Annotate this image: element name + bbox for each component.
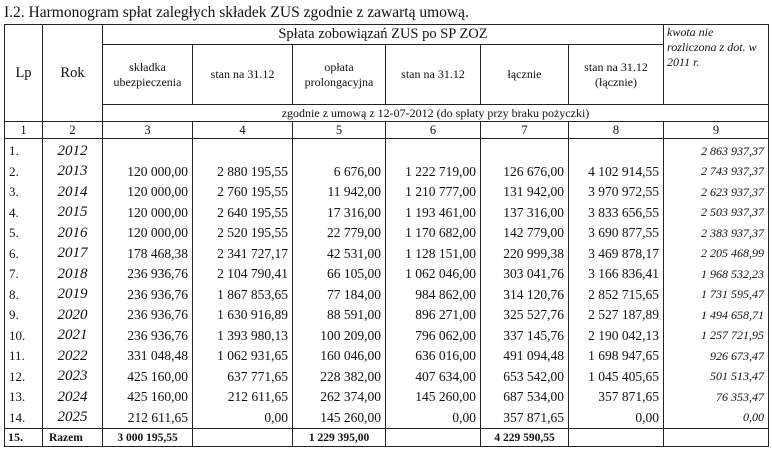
row-c3: 178 468,38 [103, 244, 193, 265]
column-number: 7 [481, 122, 569, 139]
row-c3: 120 000,00 [103, 223, 193, 244]
row-c6: 896 271,00 [386, 305, 481, 326]
column-number: 1 [5, 122, 43, 139]
table-row [5, 367, 769, 388]
total-c7: 4 229 590,55 [481, 429, 569, 447]
row-c8: 3 970 972,55 [569, 182, 664, 203]
row-c6: 796 062,00 [386, 326, 481, 347]
row-c6: 1 210 777,00 [386, 182, 481, 203]
header-col3: składka ubezpieczenia [103, 45, 193, 105]
row-c3: 236 936,76 [103, 285, 193, 306]
row-c5: 6 676,00 [293, 162, 386, 183]
table-row [5, 285, 769, 306]
row-year: 2017 [43, 244, 103, 265]
header-group: Spłata zobowiązań ZUS po SP ZOZ [103, 25, 664, 45]
header-col9: kwota nie rozliczona z dot. w 2011 r. [664, 25, 769, 105]
row-c8: 1 698 947,65 [569, 346, 664, 367]
row-c5: 262 374,00 [293, 387, 386, 408]
row-c8: 0,00 [569, 408, 664, 429]
table-row [5, 346, 769, 367]
row-c5: 42 531,00 [293, 244, 386, 265]
row-c3: 425 160,00 [103, 367, 193, 388]
row-c7: 325 527,76 [481, 305, 569, 326]
row-lp: 1. [5, 139, 43, 162]
row-c7: 131 942,00 [481, 182, 569, 203]
row-lp: 7. [5, 264, 43, 285]
row-year: 2020 [43, 305, 103, 326]
row-c8 [569, 139, 664, 162]
table-row [5, 223, 769, 244]
row-c7: 142 779,00 [481, 223, 569, 244]
row-c4: 1 062 931,65 [193, 346, 293, 367]
header-col7: łącznie [481, 45, 569, 105]
row-year: 2024 [43, 387, 103, 408]
column-number: 8 [569, 122, 664, 139]
row-c9: 2 623 937,37 [664, 182, 769, 203]
row-c5 [293, 139, 386, 162]
row-lp: 4. [5, 203, 43, 224]
row-c4: 1 393 980,13 [193, 326, 293, 347]
row-c3: 212 611,65 [103, 408, 193, 429]
table-row [5, 326, 769, 347]
row-c4: 1 867 853,65 [193, 285, 293, 306]
payment-schedule-table [4, 24, 769, 447]
row-year: 2019 [43, 285, 103, 306]
row-c8: 3 690 877,55 [569, 223, 664, 244]
table-row [5, 203, 769, 224]
header-col5: opłata prolongacyjna [293, 45, 386, 105]
row-c9: 2 863 937,37 [664, 139, 769, 162]
row-c9: 1 494 658,71 [664, 305, 769, 326]
column-number: 3 [103, 122, 193, 139]
table-row [5, 162, 769, 183]
row-c3: 120 000,00 [103, 162, 193, 183]
row-c6: 636 016,00 [386, 346, 481, 367]
row-year: 2015 [43, 203, 103, 224]
row-c4: 2 341 727,17 [193, 244, 293, 265]
row-c6: 1 170 682,00 [386, 223, 481, 244]
row-lp: 6. [5, 244, 43, 265]
column-number: 4 [193, 122, 293, 139]
row-lp: 3. [5, 182, 43, 203]
table-row [5, 244, 769, 265]
header-col8: stan na 31.12 (łącznie) [569, 45, 664, 105]
row-lp: 14. [5, 408, 43, 429]
column-number: 5 [293, 122, 386, 139]
row-c3: 236 936,76 [103, 326, 193, 347]
row-c5: 100 209,00 [293, 326, 386, 347]
table-row [5, 182, 769, 203]
row-year: 2012 [43, 139, 103, 162]
row-c8: 3 469 878,17 [569, 244, 664, 265]
header-lp: Lp [5, 25, 43, 122]
row-c7: 653 542,00 [481, 367, 569, 388]
column-number: 6 [386, 122, 481, 139]
row-c7: 687 534,00 [481, 387, 569, 408]
row-c8: 3 833 656,55 [569, 203, 664, 224]
row-c7: 303 041,76 [481, 264, 569, 285]
row-lp: 10. [5, 326, 43, 347]
column-number: 2 [43, 122, 103, 139]
row-c9: 2 503 937,37 [664, 203, 769, 224]
row-c6: 0,00 [386, 408, 481, 429]
header-rok: Rok [43, 25, 103, 122]
row-c3: 120 000,00 [103, 203, 193, 224]
row-lp: 11. [5, 346, 43, 367]
row-c8: 2 190 042,13 [569, 326, 664, 347]
total-lp: 15. [5, 429, 43, 447]
total-c3: 3 000 195,55 [103, 429, 193, 447]
row-year: 2025 [43, 408, 103, 429]
row-c5: 88 591,00 [293, 305, 386, 326]
row-c3: 236 936,76 [103, 305, 193, 326]
total-c6 [386, 429, 481, 447]
row-lp: 8. [5, 285, 43, 306]
header-col6: stan na 31.12 [386, 45, 481, 105]
row-year: 2013 [43, 162, 103, 183]
total-c8 [569, 429, 664, 447]
row-c9: 1 968 532,23 [664, 264, 769, 285]
row-c3: 120 000,00 [103, 182, 193, 203]
row-c9: 1 257 721,95 [664, 326, 769, 347]
row-year: 2021 [43, 326, 103, 347]
row-c5: 17 316,00 [293, 203, 386, 224]
row-c9: 926 673,47 [664, 346, 769, 367]
row-c6: 145 260,00 [386, 387, 481, 408]
row-c7: 491 094,48 [481, 346, 569, 367]
row-c7: 126 676,00 [481, 162, 569, 183]
row-lp: 12. [5, 367, 43, 388]
row-c8: 2 852 715,65 [569, 285, 664, 306]
row-c8: 357 871,65 [569, 387, 664, 408]
row-c9: 501 513,47 [664, 367, 769, 388]
row-c4: 2 104 790,41 [193, 264, 293, 285]
row-c5: 77 184,00 [293, 285, 386, 306]
row-c6: 407 634,00 [386, 367, 481, 388]
total-c5: 1 229 395,00 [293, 429, 386, 447]
row-c4: 212 611,65 [193, 387, 293, 408]
table-row [5, 387, 769, 408]
row-year: 2016 [43, 223, 103, 244]
header-agreement: zgodnie z umową z 12-07-2012 (do spłaty przy braku pożyczki) [103, 105, 769, 122]
row-c4: 0,00 [193, 408, 293, 429]
row-lp: 9. [5, 305, 43, 326]
total-label: Razem [43, 429, 103, 447]
table-row [5, 305, 769, 326]
row-c6: 1 193 461,00 [386, 203, 481, 224]
row-c5: 160 046,00 [293, 346, 386, 367]
row-year: 2023 [43, 367, 103, 388]
row-c6 [386, 139, 481, 162]
row-c4: 637 771,65 [193, 367, 293, 388]
row-c5: 145 260,00 [293, 408, 386, 429]
row-c4: 2 520 195,55 [193, 223, 293, 244]
row-c5: 11 942,00 [293, 182, 386, 203]
row-c6: 1 128 151,00 [386, 244, 481, 265]
total-c9 [664, 429, 769, 447]
row-c9: 2 743 937,37 [664, 162, 769, 183]
table-row [5, 139, 769, 162]
row-c6: 984 862,00 [386, 285, 481, 306]
row-c3 [103, 139, 193, 162]
row-c7: 220 999,38 [481, 244, 569, 265]
row-c3: 425 160,00 [103, 387, 193, 408]
row-c4: 2 640 195,55 [193, 203, 293, 224]
row-c6: 1 062 046,00 [386, 264, 481, 285]
row-year: 2022 [43, 346, 103, 367]
row-c7 [481, 139, 569, 162]
row-c5: 228 382,00 [293, 367, 386, 388]
total-c4 [193, 429, 293, 447]
row-year: 2014 [43, 182, 103, 203]
row-c7: 337 145,76 [481, 326, 569, 347]
row-c9: 1 731 595,47 [664, 285, 769, 306]
row-c9: 0,00 [664, 408, 769, 429]
row-c8: 1 045 405,65 [569, 367, 664, 388]
row-year: 2018 [43, 264, 103, 285]
row-lp: 13. [5, 387, 43, 408]
row-lp: 5. [5, 223, 43, 244]
row-c8: 2 527 187,89 [569, 305, 664, 326]
row-c4 [193, 139, 293, 162]
column-number-row [5, 122, 769, 139]
row-c9: 76 353,47 [664, 387, 769, 408]
row-c5: 66 105,00 [293, 264, 386, 285]
row-c6: 1 222 719,00 [386, 162, 481, 183]
row-c9: 2 383 937,37 [664, 223, 769, 244]
row-c7: 357 871,65 [481, 408, 569, 429]
row-c8: 3 166 836,41 [569, 264, 664, 285]
row-lp: 2. [5, 162, 43, 183]
table-row [5, 408, 769, 429]
row-c7: 314 120,76 [481, 285, 569, 306]
row-c5: 22 779,00 [293, 223, 386, 244]
page-title: I.2. Harmonogram spłat zaległych składek ZUS zgodnie z zawartą umową. [4, 4, 469, 21]
row-c4: 1 630 916,89 [193, 305, 293, 326]
row-c3: 236 936,76 [103, 264, 193, 285]
row-c7: 137 316,00 [481, 203, 569, 224]
row-c4: 2 760 195,55 [193, 182, 293, 203]
header-col4: stan na 31.12 [193, 45, 293, 105]
row-c9: 2 205 468,99 [664, 244, 769, 265]
row-c4: 2 880 195,55 [193, 162, 293, 183]
total-row [5, 429, 769, 447]
column-number: 9 [664, 122, 769, 139]
row-c8: 4 102 914,55 [569, 162, 664, 183]
row-c3: 331 048,48 [103, 346, 193, 367]
table-row [5, 264, 769, 285]
